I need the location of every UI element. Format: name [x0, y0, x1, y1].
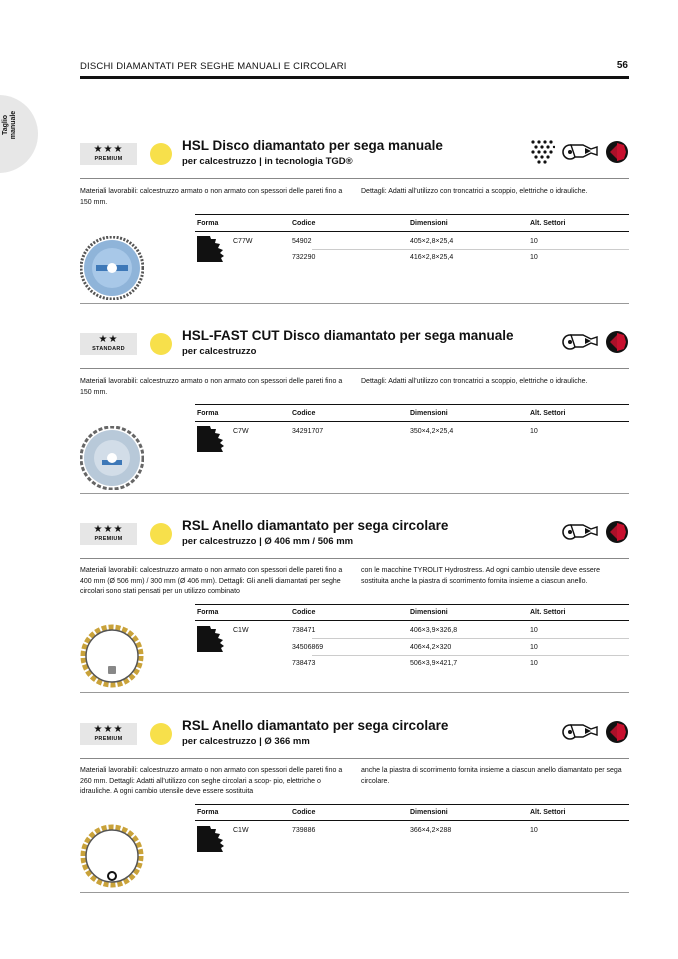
blade-shape-icon	[197, 236, 225, 264]
product-subtitle: per calcestruzzo	[182, 346, 257, 357]
red-disc-icon	[605, 330, 629, 354]
cutoff-saw-icon	[561, 721, 599, 743]
col-alt: Alt. Settori	[530, 410, 566, 417]
divider	[80, 692, 629, 693]
col-dimensioni: Dimensioni	[410, 609, 448, 616]
description-right: Dettagli: Adatti all’utilizzo con troncatrici a scoppio, elettriche o idrauliche.	[361, 188, 588, 195]
description-left: Materiali lavorabili: calcestruzzo armato o non armato con spessori delle pareti fino a 150 mm.	[80, 188, 343, 206]
grade-stars: ★★★	[93, 144, 124, 155]
codice-cell: 34506869	[292, 644, 324, 651]
yellow-dot-icon	[150, 523, 172, 545]
red-disc-icon	[605, 720, 629, 744]
divider	[195, 804, 629, 805]
cutoff-saw-icon	[561, 141, 599, 163]
dimensioni-cell: 405×2,8×25,4	[410, 238, 454, 245]
forma-value: C77W	[233, 238, 253, 245]
grade-label: PREMIUM	[94, 536, 123, 542]
divider	[195, 214, 629, 215]
page-number: 56	[616, 60, 628, 71]
forma-value: C7W	[233, 428, 249, 435]
product-subtitle: per calcestruzzo | in tecnologia TGD®	[182, 156, 353, 167]
header-title: DISCHI DIAMANTATI PER SEGHE MANUALI E CIRCOLARI	[80, 61, 347, 72]
col-forma: Forma	[197, 220, 219, 227]
grade-label: PREMIUM	[94, 156, 123, 162]
codice-cell: 34291707	[292, 428, 324, 435]
product-title: RSL Anello diamantato per sega circolare	[182, 718, 449, 733]
col-forma: Forma	[197, 410, 219, 417]
col-dimensioni: Dimensioni	[410, 410, 448, 417]
alt-cell: 10	[530, 254, 538, 261]
divider	[195, 404, 629, 405]
diamond-ring-image	[80, 624, 144, 688]
col-codice: Codice	[292, 809, 316, 816]
description-right: con le macchine TYROLIT Hydrostress. Ad ogni cambio utensile deve essere sostituita anche la piastra di scorrimento fornita insieme a ciascun anello.	[361, 567, 601, 585]
red-disc-icon	[605, 140, 629, 164]
dimensioni-cell: 366×4,2×288	[410, 827, 452, 834]
dots-pattern-icon	[531, 140, 555, 164]
dimensioni-cell: 406×3,9×326,8	[410, 627, 458, 634]
col-forma: Forma	[197, 609, 219, 616]
alt-cell: 10	[530, 827, 538, 834]
product-subtitle: per calcestruzzo | Ø 366 mm	[182, 736, 310, 747]
yellow-dot-icon	[150, 723, 172, 745]
alt-cell: 10	[530, 627, 538, 634]
product-title: RSL Anello diamantato per sega circolare	[182, 518, 449, 533]
forma-value: C1W	[233, 627, 249, 634]
col-alt: Alt. Settori	[530, 809, 566, 816]
col-codice: Codice	[292, 609, 316, 616]
col-codice: Codice	[292, 410, 316, 417]
codice-cell: 732290	[292, 254, 316, 261]
forma-value: C1W	[233, 827, 249, 834]
grade-badge	[80, 333, 137, 355]
divider	[195, 421, 629, 422]
grade-label: STANDARD	[92, 346, 125, 352]
blade-shape-icon	[197, 826, 225, 854]
codice-cell: 739886	[292, 827, 316, 834]
grade-badge	[80, 723, 137, 745]
divider	[80, 758, 629, 759]
description-right: anche la piastra di scorrimento fornita insieme a ciascun anello diamantato per sega circolare.	[361, 767, 622, 785]
grade-stars: ★★★	[93, 724, 124, 735]
divider	[80, 303, 629, 304]
col-alt: Alt. Settori	[530, 220, 566, 227]
divider	[312, 249, 629, 250]
col-dimensioni: Dimensioni	[410, 220, 448, 227]
cutoff-saw-icon	[561, 521, 599, 543]
product-title: HSL-FAST CUT Disco diamantato per sega manuale	[182, 328, 514, 343]
dimensioni-cell: 416×2,8×25,4	[410, 254, 454, 261]
divider	[80, 368, 629, 369]
divider	[80, 178, 629, 179]
saw-blade-image	[80, 426, 144, 490]
dimensioni-cell: 506×3,9×421,7	[410, 660, 458, 667]
yellow-dot-icon	[150, 333, 172, 355]
col-alt: Alt. Settori	[530, 609, 566, 616]
alt-cell: 10	[530, 238, 538, 245]
description-left: Materiali lavorabili: calcestruzzo armato o non armato con spessori delle pareti fino a 260 mm. Dettagli: Adatti all’utilizzo con seghe circolari a scop- pio, elettriche o idrauliche. A ogni cambio utensile deve essere sostituita	[80, 767, 343, 795]
divider	[195, 820, 629, 821]
codice-cell: 54902	[292, 238, 312, 245]
divider	[80, 493, 629, 494]
yellow-dot-icon	[150, 143, 172, 165]
alt-cell: 10	[530, 428, 538, 435]
description-left: Materiali lavorabili: calcestruzzo armato o non armato con spessori delle pareti fino a 400 mm (Ø 506 mm) / 300 mm (Ø 406 mm). Dettagli: Gli anelli diamantati per seghe circolari sono stati pensati per un utilizzo combinato	[80, 567, 343, 595]
description-right: Dettagli: Adatti all’utilizzo con troncatrici a scoppio, elettriche o idrauliche.	[361, 378, 588, 385]
grade-label: PREMIUM	[94, 736, 123, 742]
codice-cell: 738471	[292, 627, 316, 634]
side-tab-label: Taglio manuale	[2, 110, 17, 140]
grade-stars: ★★★	[93, 524, 124, 535]
header-rule	[80, 76, 629, 79]
divider	[80, 892, 629, 893]
description-left: Materiali lavorabili: calcestruzzo armato o non armato con spessori delle pareti fino a 150 mm.	[80, 378, 343, 396]
saw-blade-image	[80, 236, 144, 300]
divider	[195, 620, 629, 621]
divider	[312, 638, 629, 639]
grade-stars: ★★	[98, 334, 119, 345]
blade-shape-icon	[197, 626, 225, 654]
product-title: HSL Disco diamantato per sega manuale	[182, 138, 443, 153]
divider	[195, 231, 629, 232]
alt-cell: 10	[530, 644, 538, 651]
diamond-ring-image	[80, 824, 144, 888]
cutoff-saw-icon	[561, 331, 599, 353]
codice-cell: 738473	[292, 660, 316, 667]
divider	[312, 655, 629, 656]
grade-badge	[80, 143, 137, 165]
red-disc-icon	[605, 520, 629, 544]
blade-shape-icon	[197, 426, 225, 454]
product-subtitle: per calcestruzzo | Ø 406 mm / 506 mm	[182, 536, 354, 547]
alt-cell: 10	[530, 660, 538, 667]
col-codice: Codice	[292, 220, 316, 227]
dimensioni-cell: 406×4,2×320	[410, 644, 452, 651]
dimensioni-cell: 350×4,2×25,4	[410, 428, 454, 435]
col-forma: Forma	[197, 809, 219, 816]
divider	[80, 558, 629, 559]
col-dimensioni: Dimensioni	[410, 809, 448, 816]
divider	[195, 604, 629, 605]
grade-badge	[80, 523, 137, 545]
